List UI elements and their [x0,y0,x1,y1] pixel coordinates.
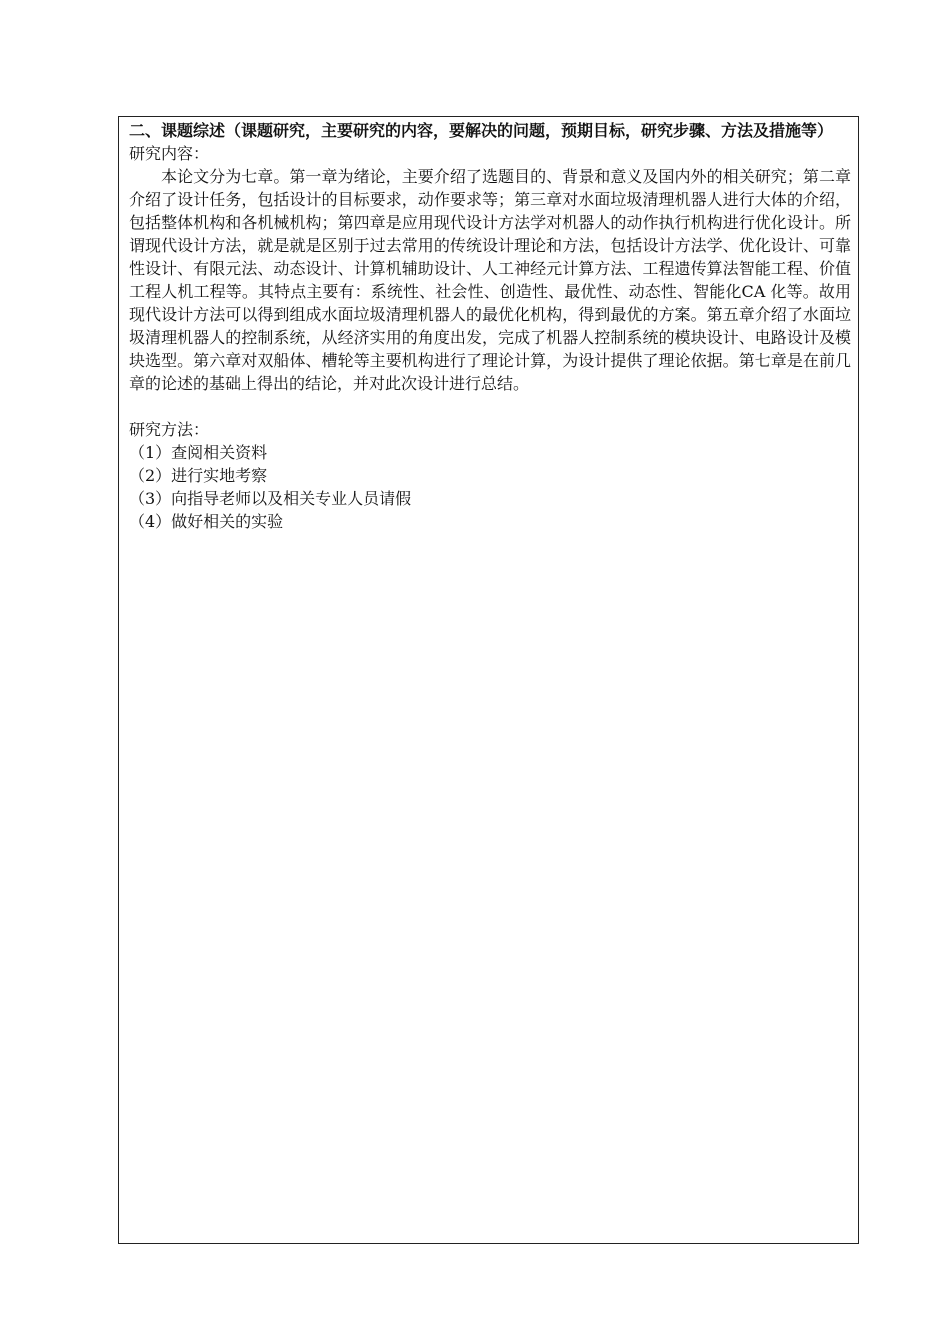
list-item: （2）进行实地考察 [129,466,268,485]
list-item: （4）做好相关的实验 [129,512,284,531]
content-paragraph: 本论文分为七章。第一章为绪论，主要介绍了选题目的、背景和意义及国内外的相关研究；第二章介绍了设计任务，包括设计的目标要求，动作要求等；第三章对水面垃圾清理机器人进行大体的介绍，包括整体机构和各机械机构；第四章是应用现代设计方法学对机器人的动作执行机构进行优化设计。所谓现代设计方法，就是就是区别于过去常用的传统设计理论和方法，包括设计方法学、优化设计、可靠性设计、有限元法、动态设计、计算机辅助设计、人工神经元计算方法、工程遗传算法智能工程、价值工程人机工程等。其特点主要有：系统性、社会性、创造性、最优性、动态性、智能化CA 化等。故用现代设计方法可以得到组成水面垃圾清理机器人的最优化机构，得到最优的方案。第五章介绍了水面垃圾清理机器人的控制系统，从经济实用的角度出发，完成了机器人控制系统的模块设计、电路设计及模块选型。第六章对双船体、槽轮等主要机构进行了理论计算，为设计提供了理论依据。第七章是在前几章的论述的基础上得出的结论，并对此次设计进行总结。 [129,167,851,393]
methods-label: 研究方法： [129,420,210,439]
paragraph-gap [129,395,851,418]
methods-list [129,441,851,533]
section-content [129,119,851,533]
section-heading: 二、课题综述（课题研究，主要研究的内容，要解决的问题，预期目标，研究步骤、方法及措施等） [129,121,834,140]
list-item: （3）向指导老师以及相关专业人员请假 [129,489,412,508]
list-item: （1）查阅相关资料 [129,443,268,462]
section-frame [118,116,859,1244]
content-label: 研究内容： [129,144,210,163]
